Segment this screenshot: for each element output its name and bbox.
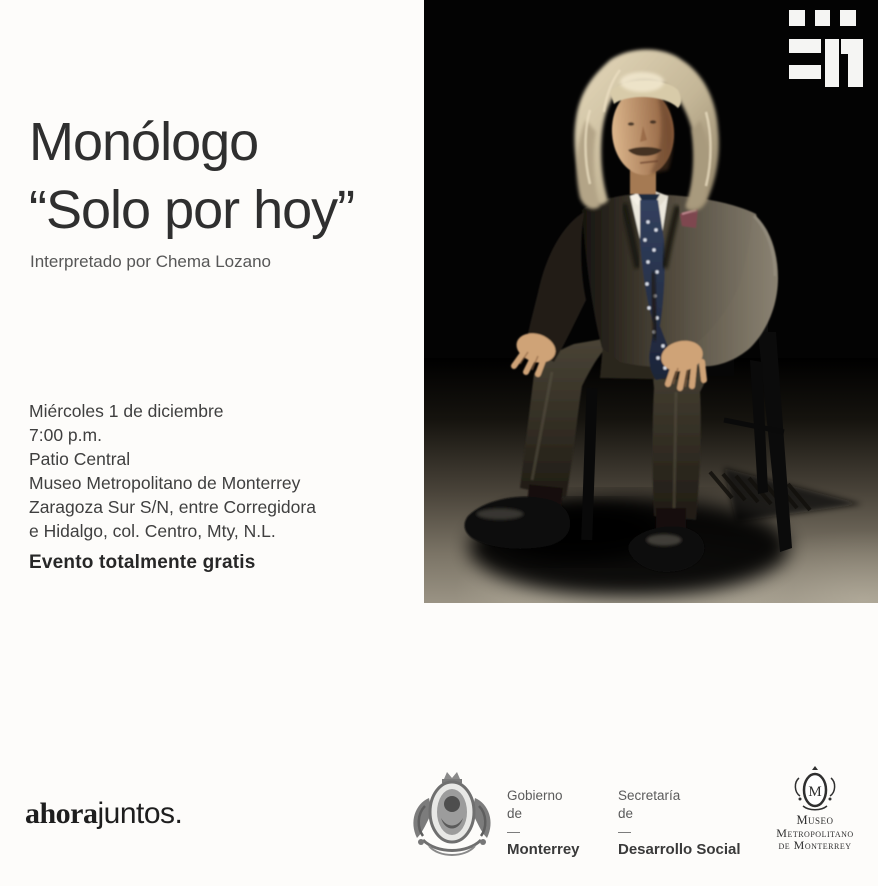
performance-photo [424,0,878,603]
gobierno-line-2: de [507,806,523,821]
detail-address-1: Zaragoza Sur S/N, entre Corregidora [29,497,316,517]
museo-metropolitano-logo [756,766,874,852]
gobierno-line-3: Monterrey [507,841,580,858]
title-line-1: Monólogo [29,112,259,172]
event-details [29,399,316,543]
secretaria-block [618,787,741,859]
secretaria-dash: — [618,824,631,839]
gobierno-dash: — [507,824,520,839]
detail-time: 7:00 p.m. [29,425,102,445]
performer-credit: Interpretado por Chema Lozano [30,252,271,271]
secretaria-line-2: de [618,806,634,821]
detail-date: Miércoles 1 de diciembre [29,401,224,421]
secretaria-line-3: Desarrollo Social [618,841,741,858]
museo-line-3: de Monterrey [778,838,852,852]
secretaria-line-1: Secretaría [618,788,681,803]
museo-line-2: Metropolitano [776,825,854,840]
detail-museum: Museo Metropolitano de Monterrey [29,473,301,493]
museo-monogram: M [808,784,822,800]
campaign-sans-part: juntos. [97,797,183,830]
campaign-serif-part: ahora [25,797,98,830]
detail-venue: Patio Central [29,449,131,469]
detail-address-2: e Hidalgo, col. Centro, Mty, N.L. [29,521,276,541]
monterrey-pixel-logo-icon [788,8,864,90]
gobierno-line-1: Gobierno [507,788,563,803]
free-event-note: Evento totalmente gratis [29,552,256,573]
ahora-juntos-wordmark [25,797,182,831]
title-line-2: “Solo por hoy” [29,180,355,240]
gobierno-monterrey-block [507,787,580,859]
museo-monogram-medallion-icon [785,766,845,814]
museo-line-1: Museo [796,813,834,827]
monterrey-coat-of-arms-icon [407,769,497,863]
page-title [29,108,354,244]
